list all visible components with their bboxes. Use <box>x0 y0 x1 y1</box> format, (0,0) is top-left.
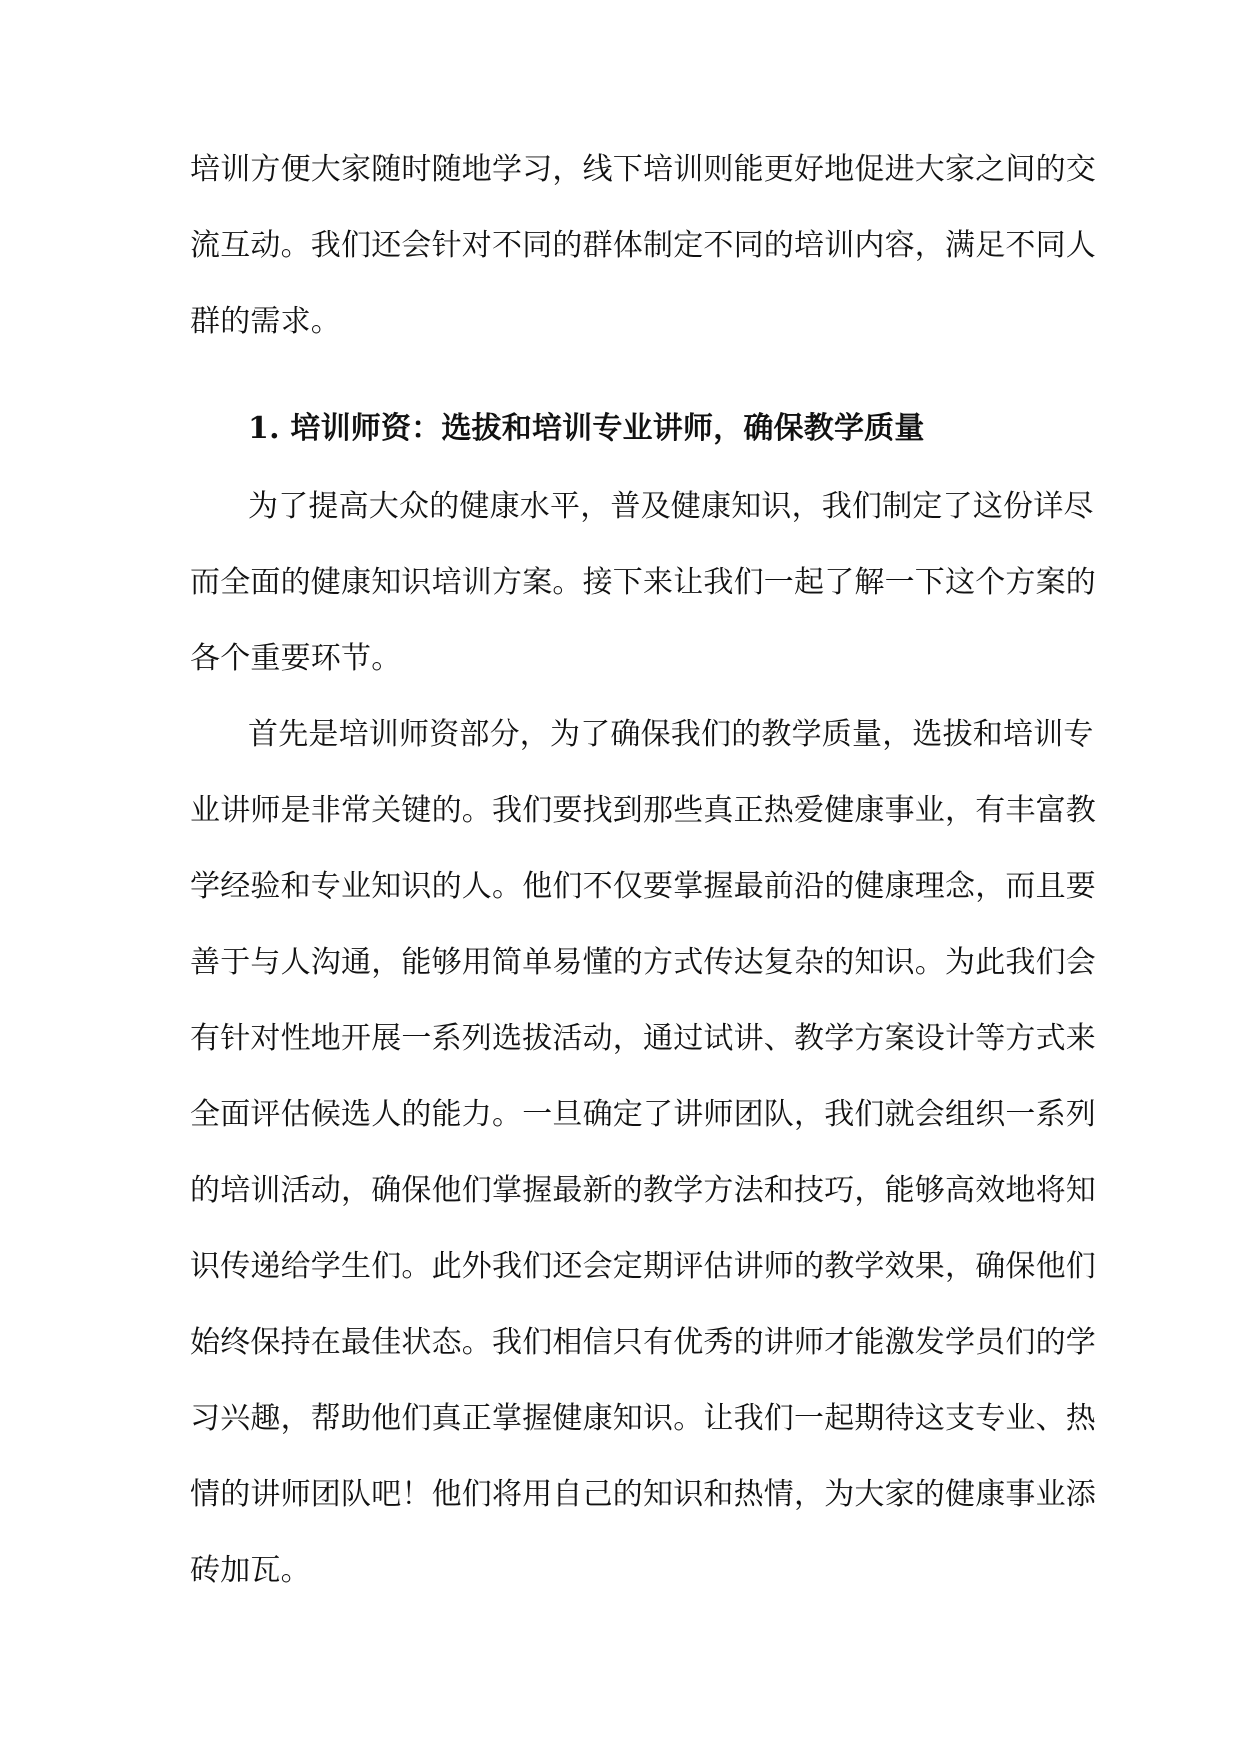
paragraph-3-line-6: 全面评估候选人的能力。一旦确定了讲师团队，我们就会组织一系列 <box>190 1097 1096 1132</box>
paragraph-3-line-10: 习兴趣，帮助他们真正掌握健康知识。让我们一起期待这支专业、热 <box>190 1401 1096 1436</box>
paragraph-3-line-1: 首先是培训师资部分，为了确保我们的教学质量，选拔和培训专 <box>248 717 1094 752</box>
paragraph-3-line-2: 业讲师是非常关键的。我们要找到那些真正热爱健康事业，有丰富教 <box>190 793 1096 828</box>
paragraph-3-line-8: 识传递给学生们。此外我们还会定期评估讲师的教学效果，确保他们 <box>190 1249 1096 1284</box>
section-heading: 1. 培训师资：选拔和培训专业讲师，确保教学质量 <box>248 411 925 446</box>
paragraph-2-line-1: 为了提高大众的健康水平，普及健康知识，我们制定了这份详尽 <box>248 489 1094 524</box>
paragraph-3-line-11: 情的讲师团队吧！他们将用自己的知识和热情，为大家的健康事业添 <box>190 1477 1096 1512</box>
paragraph-3-line-4: 善于与人沟通，能够用简单易懂的方式传达复杂的知识。为此我们会 <box>190 945 1096 980</box>
paragraph-1-line-1: 培训方便大家随时随地学习，线下培训则能更好地促进大家之间的交 <box>190 152 1096 187</box>
paragraph-3-line-3: 学经验和专业知识的人。他们不仅要掌握最前沿的健康理念，而且要 <box>190 869 1096 904</box>
paragraph-1-line-3: 群的需求。 <box>190 304 341 339</box>
paragraph-2-line-3: 各个重要环节。 <box>190 641 402 676</box>
paragraph-3-line-12: 砖加瓦。 <box>190 1553 311 1588</box>
paragraph-3-line-5: 有针对性地开展一系列选拔活动，通过试讲、教学方案设计等方式来 <box>190 1021 1096 1056</box>
paragraph-3-line-7: 的培训活动，确保他们掌握最新的教学方法和技巧，能够高效地将知 <box>190 1173 1096 1208</box>
paragraph-1-line-2: 流互动。我们还会针对不同的群体制定不同的培训内容，满足不同人 <box>190 228 1096 263</box>
paragraph-2-line-2: 而全面的健康知识培训方案。接下来让我们一起了解一下这个方案的 <box>190 565 1096 600</box>
paragraph-3-line-9: 始终保持在最佳状态。我们相信只有优秀的讲师才能激发学员们的学 <box>190 1325 1096 1360</box>
